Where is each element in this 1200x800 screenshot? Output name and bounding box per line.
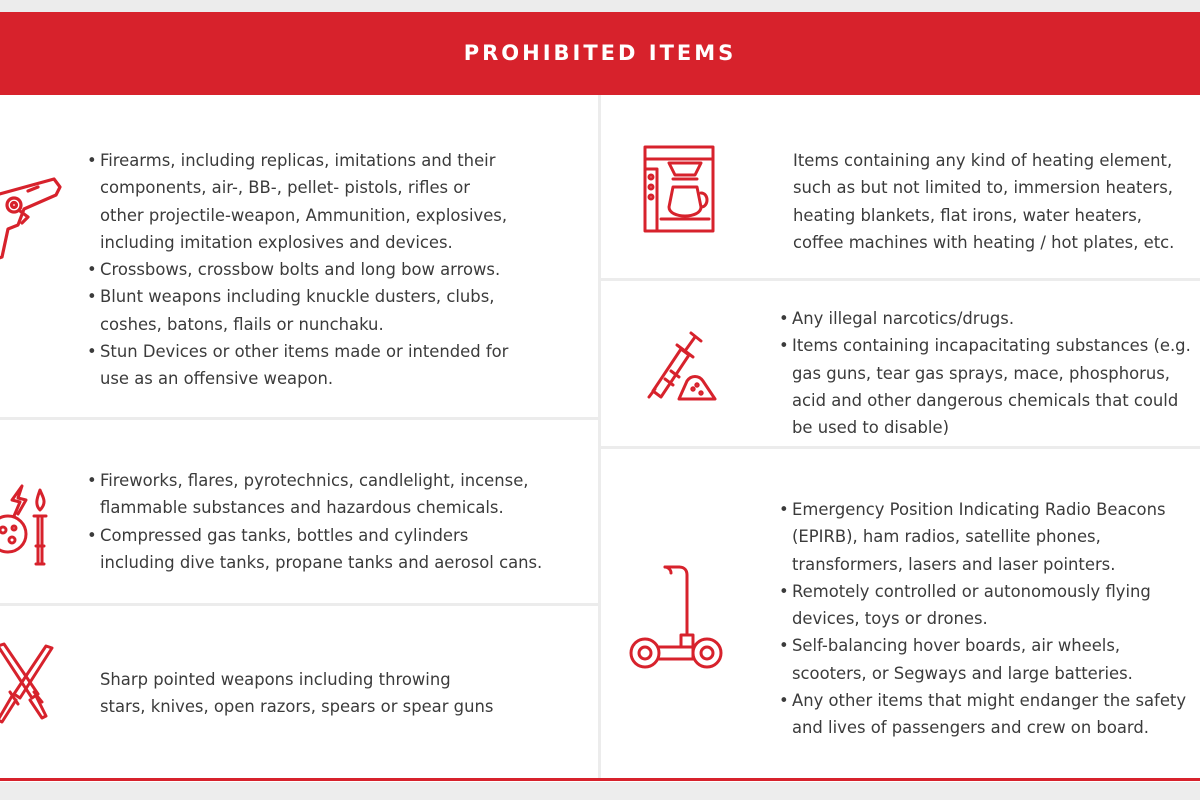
electronics-text bbox=[779, 496, 1186, 742]
section-flammables bbox=[0, 420, 598, 603]
narcotics-text bbox=[779, 305, 1191, 441]
section-sharp-weapons bbox=[0, 606, 598, 778]
list-item: • Stun Devices or other items made or intended for use as an offensive weapon. bbox=[87, 338, 508, 393]
list-item: • Crossbows, crossbow bolts and long bow arrows. bbox=[87, 256, 508, 283]
fireworks-icon bbox=[0, 472, 54, 568]
prohibited-items-sheet bbox=[0, 12, 1200, 782]
section-narcotics bbox=[601, 281, 1200, 446]
weapons-text bbox=[87, 147, 508, 393]
sharp-weapons-text: Sharp pointed weapons including throwing stars, knives, open razors, spears or spear guns bbox=[100, 670, 494, 717]
hoverboard-icon bbox=[627, 561, 727, 671]
list-item: • Any other items that might endanger the safety and lives of passengers and crew on board. bbox=[779, 687, 1186, 742]
page-title: PROHIBITED ITEMS bbox=[463, 40, 737, 65]
list-item: • Fireworks, flares, pyrotechnics, candlelight, incense, flammable substances and hazardous chemicals. bbox=[87, 467, 542, 522]
gun-icon bbox=[0, 165, 66, 260]
heating-text: Items containing any kind of heating element, such as but not limited to, immersion heaters, heating blankets, flat irons, water heaters, coffee machines with heating / hot plates, etc. bbox=[793, 151, 1175, 252]
crossed-knives-icon bbox=[0, 642, 58, 728]
section-electronics bbox=[601, 449, 1200, 778]
section-weapons bbox=[0, 95, 598, 417]
section-heating-elements bbox=[601, 95, 1200, 278]
list-item: • Emergency Position Indicating Radio Beacons (EPIRB), ham radios, satellite phones, transformers, lasers and laser pointers. bbox=[779, 496, 1186, 578]
coffee-machine-icon bbox=[643, 145, 717, 235]
list-item: • Compressed gas tanks, bottles and cylinders including dive tanks, propane tanks and aerosol cans. bbox=[87, 522, 542, 577]
list-item: • Remotely controlled or autonomously flying devices, toys or drones. bbox=[779, 578, 1186, 633]
page-top-edge bbox=[0, 0, 1200, 12]
flammables-text bbox=[87, 467, 542, 576]
list-item: • Items containing incapacitating substances (e.g. gas guns, tear gas sprays, mace, phosphorus, acid and other dangerous chemicals that could be used to disable) bbox=[779, 332, 1191, 441]
bottom-rule bbox=[0, 778, 1200, 781]
header-banner bbox=[0, 12, 1200, 95]
list-item: • Blunt weapons including knuckle dusters, clubs, coshes, batons, flails or nunchaku. bbox=[87, 283, 508, 338]
syringe-icon bbox=[643, 323, 723, 403]
list-item: • Any illegal narcotics/drugs. bbox=[779, 305, 1191, 332]
page-bottom-edge bbox=[0, 782, 1200, 800]
list-item: • Self-balancing hover boards, air wheels, scooters, or Segways and large batteries. bbox=[779, 632, 1186, 687]
list-item: • Firearms, including replicas, imitations and their components, air-, BB-, pellet- pistols, rifles or other projectile-weapon, Ammunition, explosives, including imitation explosives and devices. bbox=[87, 147, 508, 256]
